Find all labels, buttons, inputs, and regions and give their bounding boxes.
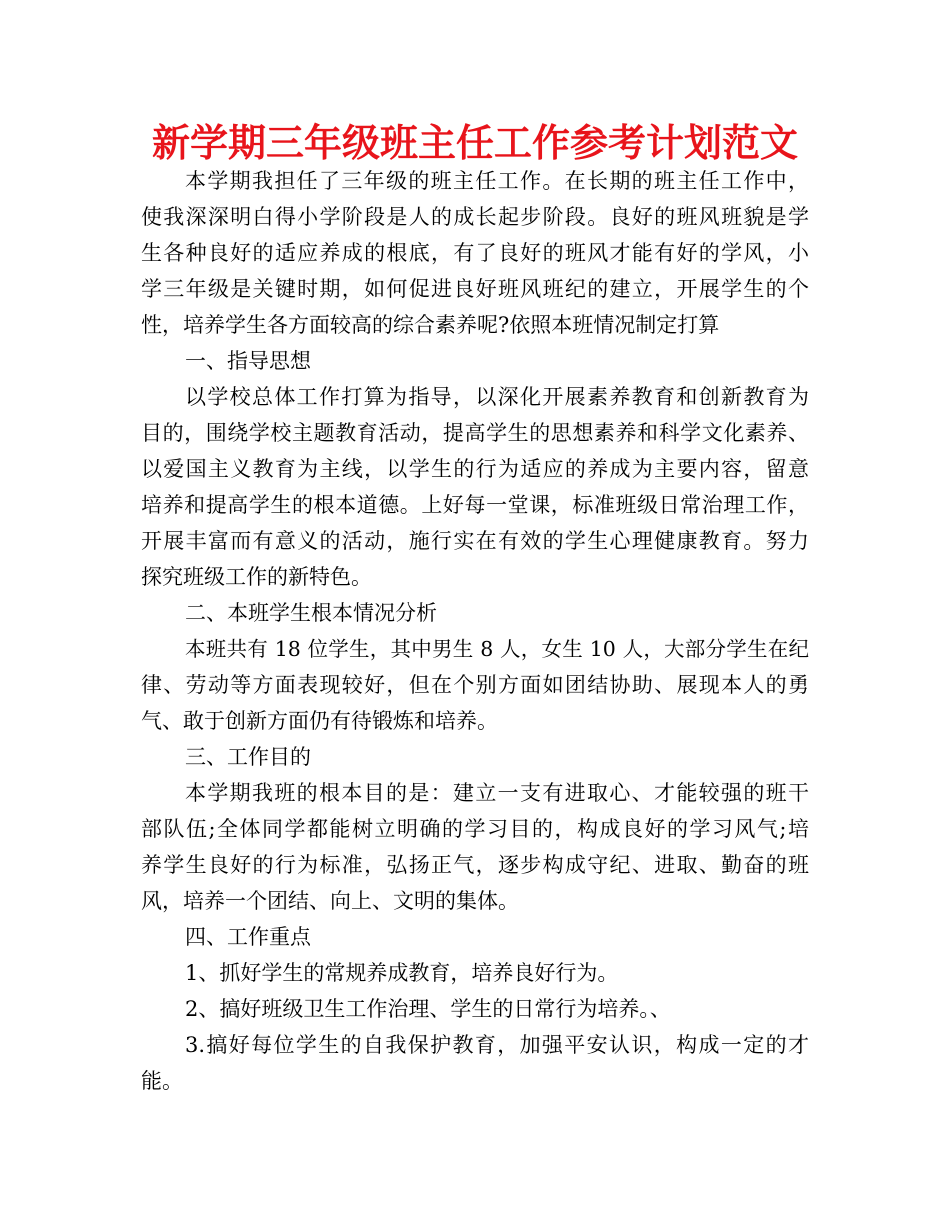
text-line: 以爱国主义教育为主线，以学生的行为适应的养成为主要内容，留意: [141, 457, 809, 481]
document-body: [141, 163, 809, 1099]
text-line: 气、敢于创新方面仍有待锻炼和培养。: [141, 709, 498, 733]
section-heading: 二、本班学生根本情况分析: [185, 601, 437, 625]
text-line: 培养和提高学生的根本道德。上好每一堂课，标准班级日常治理工作，: [141, 493, 809, 517]
document-title: 新学期三年级班主任工作参考计划范文: [151, 121, 798, 165]
text-line: 本学期我担任了三年级的班主任工作。在长期的班主任工作中，: [185, 169, 809, 193]
list-item: 1、抓好学生的常规养成教育，培养良好行为。: [185, 961, 619, 985]
list-item: 2、搞好班级卫生工作治理、学生的日常行为培养。、: [185, 997, 671, 1021]
text-line: 学三年级是关键时期，如何促进良好班风班纪的建立，开展学生的个: [141, 277, 809, 301]
text-line: 开展丰富而有意义的活动，施行实在有效的学生心理健康教育。努力: [141, 529, 809, 553]
text-line: 目的，围绕学校主题教育活动，提高学生的思想素养和科学文化素养、: [141, 421, 809, 445]
text-line: 使我深深明白得小学阶段是人的成长起步阶段。良好的班风班貌是学: [141, 205, 809, 229]
text-line: 本班共有 18 位学生，其中男生 8 人，女生 10 人，大部分学生在纪: [185, 637, 809, 661]
text-line: 探究班级工作的新特色。: [141, 565, 372, 589]
text-line: 能。: [141, 1069, 183, 1093]
text-line: 部队伍;全体同学都能树立明确的学习目的，构成良好的学习风气;培: [141, 817, 809, 841]
text-line: 性，培养学生各方面较高的综合素养呢?依照本班情况制定打算: [141, 313, 720, 337]
text-line: 生各种良好的适应养成的根底，有了良好的班风才能有好的学风，小: [141, 241, 809, 265]
text-line: 以学校总体工作打算为指导，以深化开展素养教育和创新教育为: [185, 385, 809, 409]
text-line: 本学期我班的根本目的是：建立一支有进取心、才能较强的班干: [185, 781, 809, 805]
list-item: 3.搞好每位学生的自我保护教育，加强平安认识，构成一定的才: [185, 1033, 809, 1057]
section-heading: 三、工作目的: [185, 745, 311, 769]
text-line: 律、劳动等方面表现较好，但在个别方面如团结协助、展现本人的勇: [141, 673, 809, 697]
text-line: 风，培养一个团结、向上、文明的集体。: [141, 889, 519, 913]
section-heading: 一、指导思想: [185, 349, 311, 373]
section-heading: 四、工作重点: [185, 925, 311, 949]
text-line: 养学生良好的行为标准，弘扬正气，逐步构成守纪、进取、勤奋的班: [141, 853, 809, 877]
